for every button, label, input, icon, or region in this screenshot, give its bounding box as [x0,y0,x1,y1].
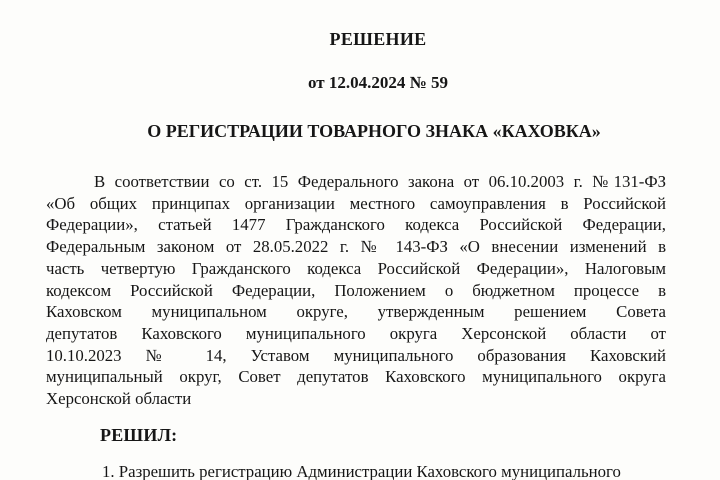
preamble-line: «Об общих принципах организации местного самоуправления в Российской [46,193,666,213]
preamble-line: кодексом Российской Федерации, Положением о бюджетном процессе в [46,280,666,300]
preamble-line: В соответствии со ст. 15 Федерального закона от 06.10.2003 г. №131-ФЗ [94,172,666,191]
preamble-line: муниципальный округ, Совет депутатов Каховского муниципального округа [46,367,666,387]
resolution-item-1: 1. Разрешить регистрацию Администрации Каховского муниципального [102,462,621,480]
preamble-line: Федерации», статьей 1477 Гражданского кодекса Российской Федерации, [46,215,666,235]
document-title: О РЕГИСТРАЦИИ ТОВАРНОГО ЗНАКА «КАХОВКА» [147,121,601,141]
resolved-heading: РЕШИЛ: [100,425,178,445]
preamble-line: 10.10.2023 № 14, Уставом муниципального образования Каховский [46,345,666,365]
preamble-line: часть четвертую Гражданского кодекса Российской Федерации», Налоговым [46,258,666,278]
preamble-line: депутатов Каховского муниципального округа Херсонской области от [46,323,666,343]
preamble-line: Федеральным законом от 28.05.2022 г. № 143-ФЗ «О внесении изменений в [46,237,666,257]
preamble-paragraph [46,171,666,410]
preamble-line: Каховском муниципальном округе, утвержденным решением Совета [46,302,666,322]
document-type: РЕШЕНИЕ [329,29,427,49]
document-date-number: от 12.04.2024 № 59 [308,73,448,92]
preamble-line: Херсонской области [46,389,192,409]
